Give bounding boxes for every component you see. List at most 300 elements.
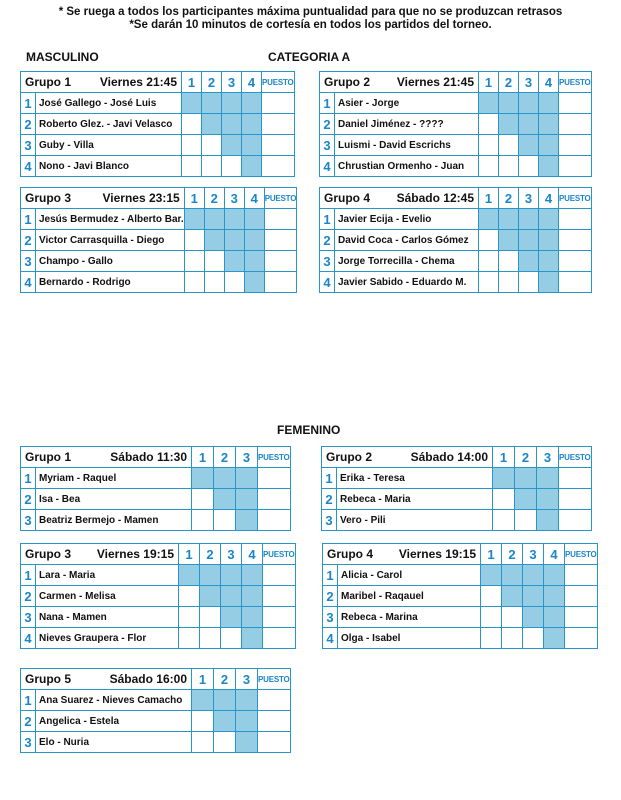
table-row — [21, 489, 291, 510]
shaded-cell — [214, 711, 236, 732]
section-categoria: CATEGORIA A — [268, 50, 351, 64]
column-header-4: 4 — [244, 188, 264, 209]
shaded-cell — [224, 230, 244, 251]
column-header-2: 2 — [502, 544, 523, 565]
shaded-cell — [242, 586, 263, 607]
shaded-cell — [242, 628, 263, 649]
table-row — [322, 468, 592, 489]
player-pair: Luismi - David Escrichs — [335, 135, 479, 156]
column-header-2: 2 — [214, 669, 236, 690]
column-header-1: 1 — [479, 188, 499, 209]
puesto-cell — [263, 607, 296, 628]
result-cell — [182, 114, 202, 135]
column-header-2: 2 — [499, 188, 519, 209]
player-pair: Chrustian Ormenho - Juan — [335, 156, 479, 177]
puesto-cell — [559, 272, 592, 293]
player-pair: Myriam - Raquel — [36, 468, 192, 489]
player-pair: Asier - Jorge — [335, 93, 479, 114]
row-number: 2 — [21, 489, 36, 510]
shaded-cell — [537, 468, 559, 489]
shaded-cell — [523, 565, 544, 586]
shaded-cell — [244, 272, 264, 293]
puesto-cell — [565, 628, 598, 649]
shaded-cell — [523, 586, 544, 607]
shaded-cell — [236, 510, 258, 531]
column-header-2: 2 — [515, 447, 537, 468]
puesto-cell — [258, 690, 291, 711]
row-number: 3 — [320, 135, 335, 156]
puesto-cell — [565, 607, 598, 628]
puesto-cell — [264, 272, 297, 293]
shaded-cell — [236, 489, 258, 510]
column-header-2: 2 — [499, 72, 519, 93]
table-row — [21, 272, 297, 293]
result-cell — [202, 135, 222, 156]
puesto-cell — [262, 114, 295, 135]
shaded-cell — [539, 93, 559, 114]
row-number: 3 — [21, 732, 36, 753]
column-header-3: 3 — [222, 72, 242, 93]
group-header — [21, 72, 182, 93]
puesto-cell — [258, 711, 291, 732]
group-header — [21, 188, 185, 209]
shaded-cell — [242, 114, 262, 135]
column-header-4: 4 — [539, 188, 559, 209]
result-cell — [224, 272, 244, 293]
row-number: 1 — [322, 468, 337, 489]
column-header-4: 4 — [242, 72, 262, 93]
player-pair: Roberto Glez. - Javi Velasco — [36, 114, 182, 135]
result-cell — [184, 251, 204, 272]
table-row — [320, 230, 592, 251]
column-header-1: 1 — [192, 669, 214, 690]
group-table-m3 — [20, 187, 297, 293]
shaded-cell — [515, 468, 537, 489]
group-title: Grupo 3 — [25, 547, 72, 561]
row-number: 2 — [322, 489, 337, 510]
player-pair: Bernardo - Rodrigo — [36, 272, 185, 293]
shaded-cell — [539, 230, 559, 251]
player-pair: Elo - Nuria — [36, 732, 192, 753]
player-pair: Angelica - Estela — [36, 711, 192, 732]
row-number: 2 — [21, 586, 36, 607]
row-number: 1 — [21, 565, 36, 586]
table-row — [21, 209, 297, 230]
group-title: Grupo 2 — [324, 75, 371, 89]
shaded-cell — [519, 93, 539, 114]
puesto-cell — [262, 93, 295, 114]
column-header-4: 4 — [544, 544, 565, 565]
player-pair: Beatriz Bermejo - Mamen — [36, 510, 192, 531]
group-table-f5 — [20, 668, 291, 753]
puesto-cell — [263, 565, 296, 586]
result-cell — [479, 156, 499, 177]
shaded-cell — [502, 565, 523, 586]
player-pair: Erika - Teresa — [337, 468, 493, 489]
table-row — [21, 732, 291, 753]
table-row — [323, 628, 598, 649]
table-row — [21, 251, 297, 272]
result-cell — [481, 628, 502, 649]
player-pair: Olga - Isabel — [338, 628, 481, 649]
shaded-cell — [222, 135, 242, 156]
result-cell — [479, 272, 499, 293]
player-pair: Nieves Graupera - Flor — [36, 628, 179, 649]
player-pair: Alicia - Carol — [338, 565, 481, 586]
puesto-cell — [559, 489, 592, 510]
puesto-cell — [559, 209, 592, 230]
group-time: Viernes 23:15 — [102, 191, 180, 205]
shaded-cell — [539, 156, 559, 177]
puesto-cell — [565, 565, 598, 586]
group-table-f2 — [321, 446, 592, 531]
group-header — [21, 544, 179, 565]
puesto-cell — [258, 489, 291, 510]
puesto-header: PUESTO — [262, 72, 295, 93]
row-number: 4 — [21, 628, 36, 649]
row-number: 1 — [21, 209, 36, 230]
column-header-3: 3 — [537, 447, 559, 468]
table-row — [320, 135, 592, 156]
shaded-cell — [222, 114, 242, 135]
shaded-cell — [244, 230, 264, 251]
shaded-cell — [224, 251, 244, 272]
row-number: 3 — [21, 607, 36, 628]
result-cell — [479, 251, 499, 272]
puesto-cell — [559, 156, 592, 177]
row-number: 3 — [21, 251, 36, 272]
row-number: 2 — [320, 230, 335, 251]
puesto-cell — [559, 135, 592, 156]
group-title: Grupo 5 — [25, 672, 72, 686]
puesto-header: PUESTO — [565, 544, 598, 565]
column-header-4: 4 — [539, 72, 559, 93]
shaded-cell — [244, 251, 264, 272]
shaded-cell — [519, 135, 539, 156]
shaded-cell — [214, 468, 236, 489]
shaded-cell — [192, 468, 214, 489]
result-cell — [222, 156, 242, 177]
shaded-cell — [214, 489, 236, 510]
shaded-cell — [539, 114, 559, 135]
table-row — [322, 489, 592, 510]
result-cell — [499, 251, 519, 272]
puesto-cell — [263, 586, 296, 607]
result-cell — [192, 489, 214, 510]
row-number: 3 — [322, 510, 337, 531]
shaded-cell — [236, 732, 258, 753]
table-row — [323, 586, 598, 607]
shaded-cell — [479, 209, 499, 230]
column-header-3: 3 — [224, 188, 244, 209]
puesto-cell — [559, 510, 592, 531]
shaded-cell — [242, 156, 262, 177]
column-header-3: 3 — [519, 188, 539, 209]
column-header-3: 3 — [519, 72, 539, 93]
player-pair: Vero - Pili — [337, 510, 493, 531]
puesto-cell — [565, 586, 598, 607]
puesto-cell — [262, 156, 295, 177]
row-number: 2 — [320, 114, 335, 135]
shaded-cell — [221, 565, 242, 586]
shaded-cell — [200, 565, 221, 586]
player-pair: Carmen - Melisa — [36, 586, 179, 607]
table-row — [320, 209, 592, 230]
column-header-1: 1 — [481, 544, 502, 565]
player-pair: Rebeca - Marina — [338, 607, 481, 628]
player-pair: Javier Sabido - Eduardo M. — [335, 272, 479, 293]
table-row — [323, 565, 598, 586]
player-pair: Jesús Bermudez - Alberto Bar. — [36, 209, 185, 230]
table-row — [21, 230, 297, 251]
result-cell — [499, 272, 519, 293]
column-header-3: 3 — [221, 544, 242, 565]
result-cell — [502, 607, 523, 628]
table-row — [21, 114, 295, 135]
puesto-cell — [264, 209, 297, 230]
shaded-cell — [244, 209, 264, 230]
result-cell — [214, 510, 236, 531]
shaded-cell — [204, 230, 224, 251]
group-table-m1 — [20, 71, 295, 177]
puesto-header: PUESTO — [559, 188, 592, 209]
shaded-cell — [182, 93, 202, 114]
group-time: Viernes 19:15 — [96, 547, 174, 561]
group-header — [323, 544, 481, 565]
result-cell — [481, 607, 502, 628]
table-row — [320, 156, 592, 177]
puesto-cell — [258, 468, 291, 489]
shaded-cell — [224, 209, 244, 230]
result-cell — [515, 510, 537, 531]
table-row — [21, 711, 291, 732]
group-header — [320, 188, 479, 209]
shaded-cell — [184, 209, 204, 230]
result-cell — [182, 156, 202, 177]
table-row — [320, 93, 592, 114]
column-header-2: 2 — [214, 447, 236, 468]
result-cell — [192, 711, 214, 732]
puesto-cell — [559, 93, 592, 114]
shaded-cell — [204, 209, 224, 230]
player-pair: Champo - Gallo — [36, 251, 185, 272]
row-number: 1 — [21, 690, 36, 711]
puesto-header: PUESTO — [559, 72, 592, 93]
shaded-cell — [236, 468, 258, 489]
result-cell — [204, 251, 224, 272]
shaded-cell — [479, 93, 499, 114]
table-row — [21, 93, 295, 114]
result-cell — [192, 732, 214, 753]
puesto-cell — [258, 732, 291, 753]
result-cell — [179, 586, 200, 607]
column-header-3: 3 — [523, 544, 544, 565]
player-pair: Maribel - Raqauel — [338, 586, 481, 607]
group-title: Grupo 1 — [25, 450, 72, 464]
result-cell — [200, 628, 221, 649]
shaded-cell — [523, 607, 544, 628]
group-time: Viernes 21:45 — [396, 75, 474, 89]
shaded-cell — [544, 628, 565, 649]
shaded-cell — [242, 565, 263, 586]
column-header-1: 1 — [479, 72, 499, 93]
group-time: Viernes 21:45 — [99, 75, 177, 89]
shaded-cell — [539, 135, 559, 156]
table-row — [21, 468, 291, 489]
result-cell — [184, 272, 204, 293]
group-time: Viernes 19:15 — [398, 547, 476, 561]
group-table-f4 — [322, 543, 598, 649]
player-pair: Nono - Javi Blanco — [36, 156, 182, 177]
shaded-cell — [222, 93, 242, 114]
shaded-cell — [202, 93, 222, 114]
result-cell — [499, 135, 519, 156]
group-table-m4 — [319, 187, 592, 293]
shaded-cell — [537, 510, 559, 531]
column-header-1: 1 — [184, 188, 204, 209]
group-header — [322, 447, 493, 468]
player-pair: Daniel Jiménez - ???? — [335, 114, 479, 135]
shaded-cell — [502, 586, 523, 607]
group-title: Grupo 3 — [25, 191, 72, 205]
group-header — [320, 72, 479, 93]
shaded-cell — [179, 565, 200, 586]
group-title: Grupo 4 — [327, 547, 374, 561]
shaded-cell — [236, 711, 258, 732]
result-cell — [479, 114, 499, 135]
table-row — [21, 565, 296, 586]
shaded-cell — [481, 565, 502, 586]
player-pair: Guby - Villa — [36, 135, 182, 156]
shaded-cell — [499, 114, 519, 135]
section-femenino: FEMENINO — [277, 423, 341, 437]
result-cell — [519, 156, 539, 177]
table-row — [21, 510, 291, 531]
puesto-header: PUESTO — [258, 669, 291, 690]
shaded-cell — [519, 230, 539, 251]
column-header-1: 1 — [182, 72, 202, 93]
puesto-cell — [264, 251, 297, 272]
row-number: 3 — [323, 607, 338, 628]
row-number: 4 — [323, 628, 338, 649]
player-pair: Rebeca - Maria — [337, 489, 493, 510]
shaded-cell — [214, 690, 236, 711]
table-row — [320, 114, 592, 135]
row-number: 4 — [320, 156, 335, 177]
group-header — [21, 447, 192, 468]
shaded-cell — [544, 607, 565, 628]
row-number: 4 — [320, 272, 335, 293]
notice — [0, 6, 621, 32]
table-row — [323, 607, 598, 628]
table-row — [320, 272, 592, 293]
shaded-cell — [499, 230, 519, 251]
puesto-cell — [559, 230, 592, 251]
shaded-cell — [202, 114, 222, 135]
row-number: 3 — [21, 135, 36, 156]
shaded-cell — [537, 489, 559, 510]
result-cell — [179, 628, 200, 649]
row-number: 1 — [320, 209, 335, 230]
result-cell — [523, 628, 544, 649]
result-cell — [192, 510, 214, 531]
puesto-header: PUESTO — [258, 447, 291, 468]
puesto-cell — [559, 251, 592, 272]
table-row — [21, 135, 295, 156]
result-cell — [499, 156, 519, 177]
row-number: 2 — [323, 586, 338, 607]
group-time: Sábado 12:45 — [396, 191, 474, 205]
group-time: Sábado 16:00 — [109, 672, 187, 686]
shaded-cell — [242, 135, 262, 156]
table-row — [21, 156, 295, 177]
result-cell — [481, 586, 502, 607]
group-title: Grupo 4 — [324, 191, 371, 205]
shaded-cell — [493, 468, 515, 489]
column-header-3: 3 — [236, 669, 258, 690]
puesto-cell — [559, 468, 592, 489]
row-number: 2 — [21, 230, 36, 251]
result-cell — [184, 230, 204, 251]
result-cell — [493, 510, 515, 531]
puesto-cell — [263, 628, 296, 649]
result-cell — [204, 272, 224, 293]
row-number: 3 — [320, 251, 335, 272]
puesto-cell — [264, 230, 297, 251]
result-cell — [221, 628, 242, 649]
group-time: Sábado 14:00 — [410, 450, 488, 464]
group-title: Grupo 1 — [25, 75, 72, 89]
player-pair: José Gallego - José Luis — [36, 93, 182, 114]
group-time: Sábado 11:30 — [110, 450, 187, 464]
result-cell — [502, 628, 523, 649]
group-table-m2 — [319, 71, 592, 177]
puesto-header: PUESTO — [264, 188, 297, 209]
row-number: 1 — [21, 93, 36, 114]
puesto-header: PUESTO — [559, 447, 592, 468]
table-row — [322, 510, 592, 531]
result-cell — [179, 607, 200, 628]
table-row — [21, 607, 296, 628]
shaded-cell — [539, 251, 559, 272]
row-number: 3 — [21, 510, 36, 531]
result-cell — [214, 732, 236, 753]
puesto-cell — [258, 510, 291, 531]
column-header-3: 3 — [236, 447, 258, 468]
result-cell — [519, 272, 539, 293]
shaded-cell — [515, 489, 537, 510]
shaded-cell — [221, 586, 242, 607]
table-row — [21, 690, 291, 711]
shaded-cell — [519, 114, 539, 135]
result-cell — [479, 230, 499, 251]
player-pair: Victor Carrasquilla - Diego — [36, 230, 185, 251]
shaded-cell — [242, 93, 262, 114]
puesto-header: PUESTO — [263, 544, 296, 565]
table-row — [320, 251, 592, 272]
notice-line-1: * Se ruega a todos los participantes máxima puntualidad para que no se produzcan retrasos — [58, 6, 563, 18]
shaded-cell — [519, 251, 539, 272]
player-pair: Isa - Bea — [36, 489, 192, 510]
result-cell — [493, 489, 515, 510]
row-number: 4 — [21, 156, 36, 177]
player-pair: Lara - Maria — [36, 565, 179, 586]
column-header-1: 1 — [179, 544, 200, 565]
result-cell — [479, 135, 499, 156]
shaded-cell — [544, 586, 565, 607]
result-cell — [182, 135, 202, 156]
result-cell — [200, 607, 221, 628]
